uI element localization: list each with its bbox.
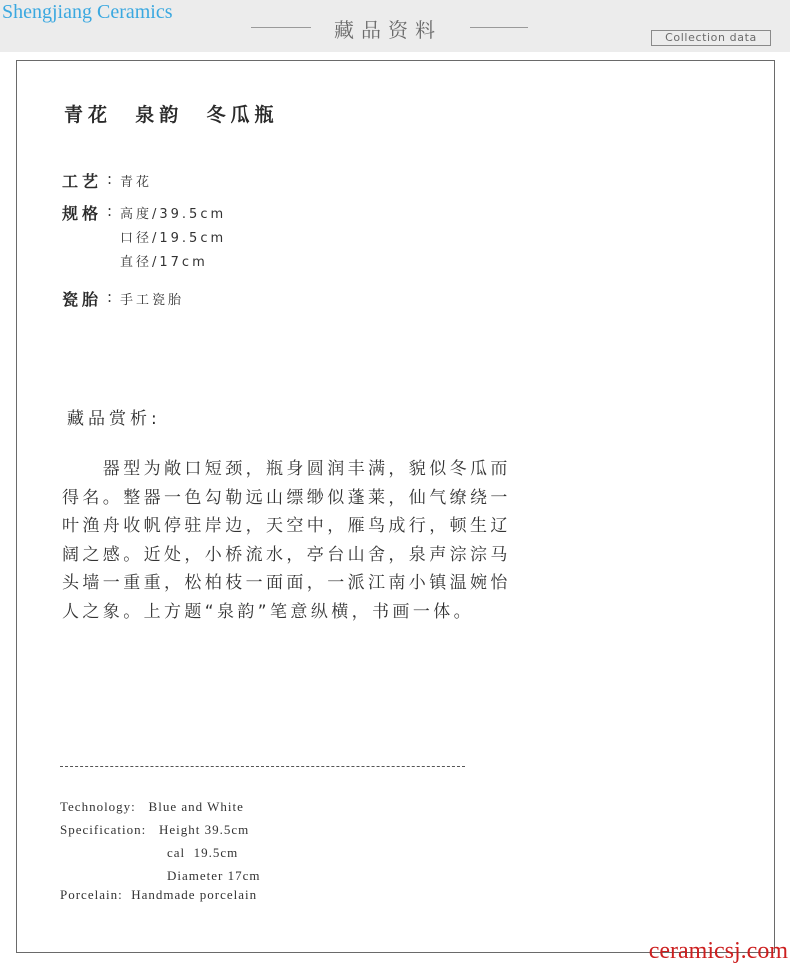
header-bar (0, 0, 790, 52)
header-divider-right (470, 27, 528, 28)
paragraph-line: 人之象。上方题“泉韵”笔意纵横，书画一体。 (62, 601, 475, 622)
spec-height: 高度/39.5cm (120, 207, 227, 222)
paragraph-line: 头墙一重重，松柏枝一面面，一派江南小镇温婉怡 (62, 573, 511, 593)
english-porcelain: Porcelain: Handmade porcelain (60, 887, 258, 902)
item-title: 青花 泉韵 冬瓜瓶 (64, 104, 279, 126)
english-specification: Specification: Height 39.5cm (60, 822, 250, 837)
spec-diameter: 直径/17cm (120, 255, 208, 270)
collection-data-tag: Collection data (651, 30, 771, 46)
spec-colon: : (107, 202, 113, 220)
header-divider-left (251, 27, 311, 28)
dashed-divider (60, 766, 465, 767)
english-technology: Technology: Blue and White (60, 799, 244, 814)
appreciation-paragraph (62, 455, 552, 626)
header-title: 藏品资料 (334, 18, 442, 42)
craft-value: 青花 (120, 175, 153, 190)
body-colon: : (107, 288, 113, 306)
paragraph-line: 器型为敞口短颈，瓶身圆润丰满，貌似冬瓜而 (62, 459, 511, 479)
brand-logo-text: Shengjiang Ceramics (2, 1, 173, 23)
body-label: 瓷胎 (62, 290, 103, 309)
paragraph-line: 叶渔舟收帆停驻岸边，天空中，雁鸟成行，顿生辽 (62, 516, 511, 536)
english-spec-diameter: Diameter 17cm (167, 868, 261, 883)
spec-label: 规格 (62, 204, 103, 223)
english-spec-cal: cal 19.5cm (167, 845, 239, 860)
body-value: 手工瓷胎 (120, 293, 185, 308)
craft-label: 工艺 (62, 172, 103, 191)
paragraph-line: 得名。整器一色勾勒远山缥缈似蓬莱，仙气缭绕一 (62, 487, 511, 508)
spec-mouth: 口径/19.5cm (120, 231, 227, 246)
paragraph-line: 阔之感。近处，小桥流水，亭台山舍，泉声淙淙马 (62, 544, 511, 565)
appreciation-heading: 藏品赏析: (67, 409, 161, 429)
craft-colon: : (107, 170, 113, 188)
site-watermark: ceramicsj.com (648, 938, 788, 964)
